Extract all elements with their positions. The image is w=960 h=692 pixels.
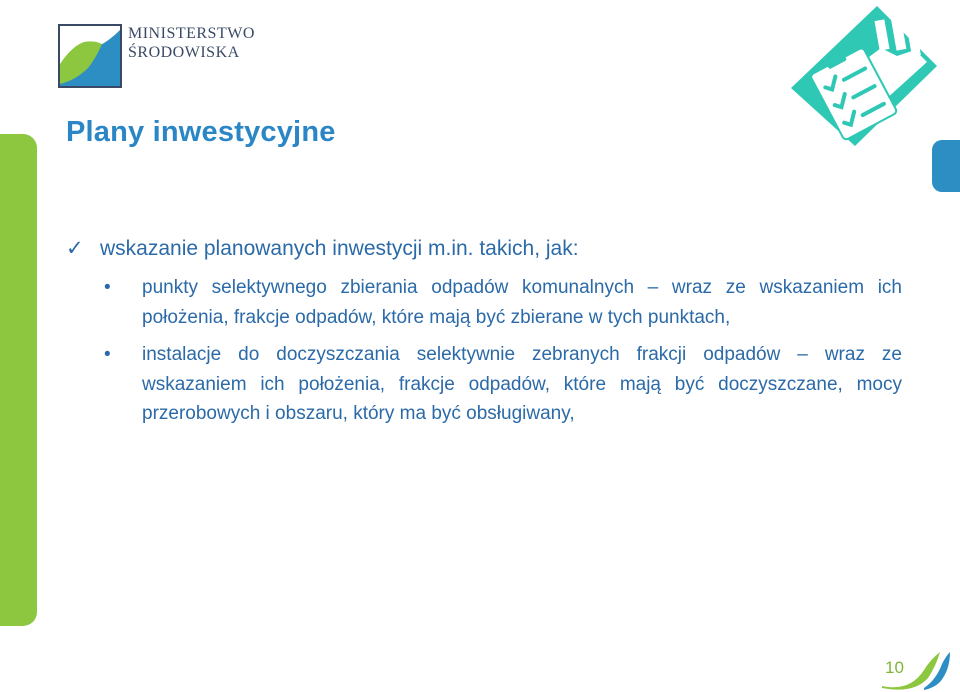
logo-line-2: ŚRODOWISKA xyxy=(128,44,240,61)
right-accent-tab xyxy=(932,140,960,192)
checkmark-icon: ✓ xyxy=(66,237,84,260)
bullet-text: instalacje do doczyszczania selektywnie zebranych frakcji odpadów – wraz ze wskazaniem ich położenia, frakcje odpadów, które mają być doczyszczane, mocy przerobowych i obszaru, który ma być obsługiwany, xyxy=(142,344,902,424)
list-item xyxy=(100,273,902,332)
bullet-text: punkty selektywnego zbierania odpadów komunalnych – wraz ze wskazaniem ich położenia, frakcje odpadów, które mają być zbierane w tych punktach, xyxy=(142,277,902,328)
check-item-text: wskazanie planowanych inwestycji m.in. takich, jak: xyxy=(100,237,579,260)
ministry-logo-icon xyxy=(58,24,122,88)
slide-title: Plany inwestycyjne xyxy=(66,116,336,148)
page-number: 10 xyxy=(885,658,904,677)
bullet-list xyxy=(100,273,902,429)
bullet-icon: • xyxy=(104,344,111,365)
logo-text xyxy=(128,24,255,62)
list-item xyxy=(100,340,902,429)
ministry-logo xyxy=(58,24,255,90)
left-accent-bar xyxy=(0,134,37,626)
logo-line-1: MINISTERSTWO xyxy=(128,25,255,42)
bullet-icon: • xyxy=(104,277,111,298)
factory-checklist-icon xyxy=(785,0,945,150)
check-item xyxy=(66,236,579,261)
page-number-badge xyxy=(880,648,952,692)
